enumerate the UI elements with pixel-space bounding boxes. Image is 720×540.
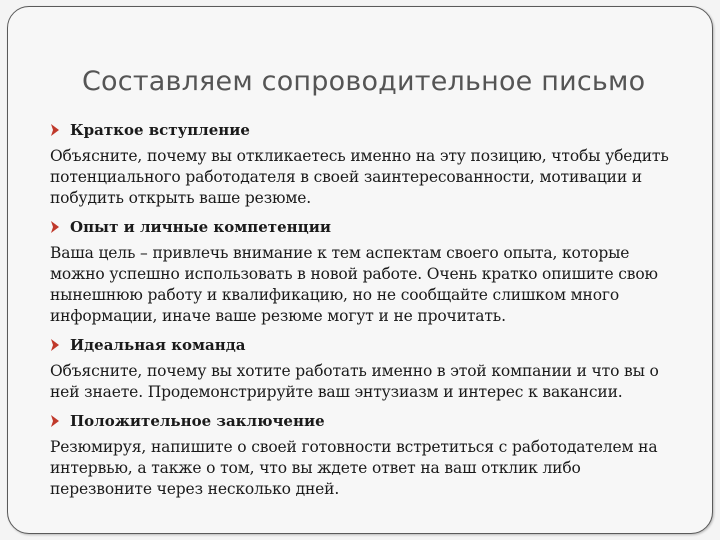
text-line: ней знаете. Продемонстрируйте ваш энтузиазм и интерес к вакансии. bbox=[50, 383, 623, 401]
section-heading-label: Положительное заключение bbox=[70, 412, 325, 430]
section-heading-conclusion bbox=[50, 409, 690, 433]
arrowhead-bullet-icon bbox=[50, 414, 60, 428]
section-text-conclusion bbox=[50, 437, 690, 500]
text-line: Ваша цель – привлечь внимание к тем аспектам своего опыта, которые bbox=[50, 244, 630, 262]
slide-title: Составляем сопроводительное письмо bbox=[82, 66, 646, 97]
section-text-experience bbox=[50, 243, 690, 327]
section-heading-label: Идеальная команда bbox=[70, 336, 246, 354]
text-line: нынешнюю работу и квалификацию, но не сообщайте слишком много bbox=[50, 286, 620, 304]
text-line: побудить открыть ваше резюме. bbox=[50, 189, 312, 207]
section-heading-experience bbox=[50, 215, 690, 239]
text-line: Объясните, почему вы хотите работать именно в этой компании и что вы о bbox=[50, 362, 659, 380]
section-text-team bbox=[50, 361, 690, 403]
text-line: можно успешно использовать в новой работе. Очень кратко опишите свою bbox=[50, 265, 658, 283]
text-line: интервью, а также о том, что вы ждете ответ на ваш отклик либо bbox=[50, 459, 581, 477]
text-line: Объясните, почему вы откликаетесь именно на эту позицию, чтобы убедить bbox=[50, 147, 669, 165]
arrowhead-bullet-icon bbox=[50, 220, 60, 234]
section-heading-intro bbox=[50, 118, 690, 142]
section-heading-team bbox=[50, 333, 690, 357]
text-line: информации, иначе ваше резюме могут и не прочитать. bbox=[50, 307, 506, 325]
text-line: потенциального работодателя в своей заинтересованности, мотивации и bbox=[50, 168, 642, 186]
text-line: перезвоните через несколько дней. bbox=[50, 480, 340, 498]
section-heading-label: Краткое вступление bbox=[70, 121, 250, 139]
text-line: Резюмируя, напишите о своей готовности встретиться с работодателем на bbox=[50, 438, 658, 456]
slide-content bbox=[50, 118, 690, 506]
section-heading-label: Опыт и личные компетенции bbox=[70, 218, 331, 236]
arrowhead-bullet-icon bbox=[50, 123, 60, 137]
section-text-intro bbox=[50, 146, 690, 209]
arrowhead-bullet-icon bbox=[50, 338, 60, 352]
